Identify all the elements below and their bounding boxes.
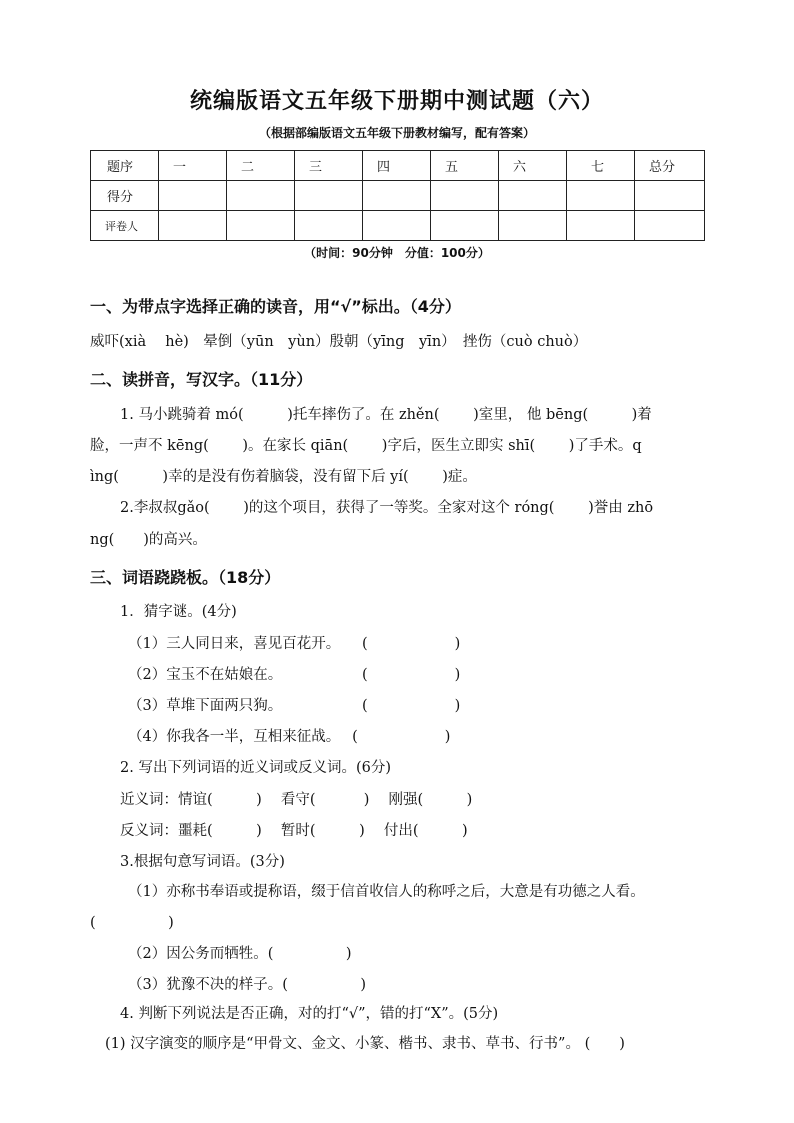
grader-cell[interactable] xyxy=(159,211,227,241)
header-cell: 一 xyxy=(159,151,227,181)
header-cell: 五 xyxy=(431,151,499,181)
score-cell[interactable] xyxy=(635,181,705,211)
section3-heading: 三、词语跷跷板。（18分） xyxy=(90,568,281,587)
section2-line: ìng( )幸的是没有伤着脑袋，没有留下后 yí( )症。 xyxy=(90,469,477,485)
header-cell: 二 xyxy=(227,151,295,181)
score-table xyxy=(90,150,705,241)
sentence-meaning-item: （1）亦称书奉语或提称语，缀于信首收信人的称呼之后，大意是有功德之人看。 xyxy=(128,884,645,900)
score-row xyxy=(91,181,705,211)
score-cell[interactable] xyxy=(227,181,295,211)
riddle-title: 1．猜字谜。(4分) xyxy=(120,604,237,620)
grader-row-label: 评卷人 xyxy=(91,211,159,241)
sentence-meaning-item: （2）因公务而牺牲。( ) xyxy=(128,946,352,962)
synonym-line: 近义词：情谊( ) 看守( ) 刚强( ) xyxy=(120,792,473,808)
section1-question: 威吓(xià hè) 晕倒（yūn yùn）殷朝（yīng yīn） 挫伤（cuò chuò） xyxy=(90,334,588,350)
section1-heading: 一、为带点字选择正确的读音，用“√”标出。（4分） xyxy=(90,297,461,316)
section2-line: 1. 马小跳骑着 mó( )托车摔伤了。在 zhěn( )室里， 他 bēng( )着 xyxy=(120,407,652,423)
score-table-header-row xyxy=(91,151,705,181)
header-cell: 总分 xyxy=(635,151,705,181)
grader-cell[interactable] xyxy=(499,211,567,241)
score-cell[interactable] xyxy=(567,181,635,211)
section2-line: ng( )的高兴。 xyxy=(90,532,207,548)
sentence-meaning-item: （3）犹豫不决的样子。( ) xyxy=(128,977,367,993)
score-cell[interactable] xyxy=(159,181,227,211)
score-cell[interactable] xyxy=(363,181,431,211)
grader-row xyxy=(91,211,705,241)
synonym-title: 2. 写出下列词语的近义词或反义词。(6分) xyxy=(120,760,391,776)
riddle-item: （1）三人同日来，喜见百花开。 ( ) xyxy=(128,636,461,652)
score-row-label: 得分 xyxy=(91,181,159,211)
judgement-title: 4. 判断下列说法是否正确，对的打“√”，错的打“X”。(5分) xyxy=(120,1006,499,1022)
score-cell[interactable] xyxy=(499,181,567,211)
riddle-item: （3）草堆下面两只狗。 ( ) xyxy=(128,698,461,714)
page-subtitle: （根据部编版语文五年级下册教材编写，配有答案） xyxy=(258,126,535,140)
time-and-score-info: （时间：90分钟 分值：100分） xyxy=(304,246,490,260)
grader-cell[interactable] xyxy=(635,211,705,241)
grader-cell[interactable] xyxy=(295,211,363,241)
grader-cell[interactable] xyxy=(567,211,635,241)
riddle-item: （2）宝玉不在姑娘在。 ( ) xyxy=(128,667,461,683)
riddle-item: （4）你我各一半，互相来征战。 ( ) xyxy=(128,729,451,745)
score-cell[interactable] xyxy=(431,181,499,211)
section2-heading: 二、读拼音，写汉字。（11分） xyxy=(90,370,313,389)
header-cell: 三 xyxy=(295,151,363,181)
page-title: 统编版语文五年级下册期中测试题（六） xyxy=(189,89,604,114)
judgement-item: (1) 汉字演变的顺序是“甲骨文、金文、小篆、楷书、隶书、草书、行书”。 ( ) xyxy=(105,1036,625,1052)
score-cell[interactable] xyxy=(295,181,363,211)
header-cell: 四 xyxy=(363,151,431,181)
header-cell: 题序 xyxy=(91,151,159,181)
grader-cell[interactable] xyxy=(363,211,431,241)
section2-line: 2.李叔叔gǎo( )的这个项目，获得了一等奖。全家对这个 róng( )誉由 zhō xyxy=(120,500,654,516)
grader-cell[interactable] xyxy=(431,211,499,241)
section2-line: 脸，一声不 kēng( )。在家长 qiān( )字后，医生立即实 shī( )了手术。q xyxy=(90,438,642,454)
grader-cell[interactable] xyxy=(227,211,295,241)
header-cell: 七 xyxy=(567,151,635,181)
sentence-meaning-title: 3.根据句意写词语。(3分) xyxy=(120,854,285,870)
header-cell: 六 xyxy=(499,151,567,181)
antonym-line: 反义词：噩耗( ) 暂时( ) 付出( ) xyxy=(120,823,468,839)
answer-blank: ( ) xyxy=(90,915,174,931)
